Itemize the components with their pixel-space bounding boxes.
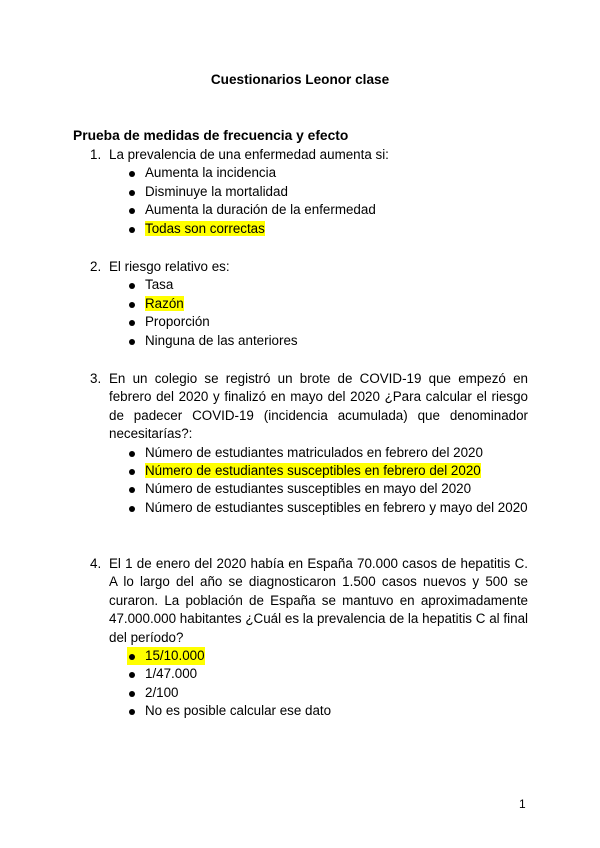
page-number: 1 [519,797,526,811]
highlighted-answer [127,647,205,665]
option-label: Aumenta la duración de la enfermedad [145,202,376,218]
question-text: El riesgo relativo es: [109,259,230,274]
question-text: El 1 de enero del 2020 había en España 70.000 casos de hepatitis C. A lo largo del año se diagnosticaron 1.500 casos nuevos y 500 se curaron. La población de España se mantuvo en aproximadamente 47.000.000 habitantes ¿Cuál es la prevalencia de la hepatitis C al final del período? [109,556,528,645]
bullet-icon [129,339,135,345]
option-label: Todas son correctas [145,220,265,236]
bullet-icon [129,672,135,678]
option-label: 2/100 [145,684,179,700]
option-item [127,647,528,665]
option-list [127,647,528,721]
option-item [127,332,528,350]
option-list [127,444,528,518]
option-label: Razón [145,295,184,311]
question-number: 4. [90,556,102,571]
bullet-icon [129,283,135,289]
bullet-icon [129,302,135,308]
option-item [127,220,528,238]
option-label: No es posible calcular ese dato [145,703,332,719]
question-text: En un colegio se registró un brote de COVID-19 que empezó en febrero del 2020 y finalizó en mayo del 2020 ¿Para calcular el riesgo de padecer COVID-19 (incidencia acumulada) que denominador necesitarías?: [109,371,528,442]
option-item [127,201,528,219]
option-list [127,164,528,238]
question-text: La prevalencia de una enfermedad aumenta si: [109,147,389,162]
question-4 [90,555,528,721]
question-number: 2. [90,259,102,274]
option-item [127,444,528,462]
bullet-icon [129,190,135,196]
question-2 [90,258,528,350]
question-number: 1. [90,147,102,162]
option-item [127,164,528,182]
bullet-icon [129,487,135,493]
bullet-icon [129,451,135,457]
option-label: Aumenta la incidencia [145,165,277,181]
bullet-icon [129,691,135,697]
bullet-icon [129,469,135,475]
option-item [127,276,528,294]
option-label: Número de estudiantes matriculados en febrero del 2020 [145,444,483,460]
bullet-icon [129,227,135,233]
option-label: Número de estudiantes susceptibles en febrero y mayo del 2020 [145,499,528,515]
option-label: Ninguna de las anteriores [145,332,298,348]
option-item [127,183,528,201]
option-item [127,295,528,313]
bullet-icon [129,506,135,512]
option-label: 1/47.000 [145,666,198,682]
option-item [127,313,528,331]
document-title: Cuestionarios Leonor clase [210,72,390,87]
option-list [127,276,528,350]
option-label: Número de estudiantes susceptibles en febrero del 2020 [145,463,481,479]
option-label: 15/10.000 [145,648,205,664]
question-number: 3. [90,371,102,386]
bullet-icon [129,320,135,326]
option-item [127,665,528,683]
bullet-icon [129,208,135,214]
highlighted-answer [145,221,265,236]
bullet-icon [129,171,135,177]
question-1 [90,146,528,238]
bullet-icon [129,709,135,715]
option-label: Disminuye la mortalidad [145,183,288,199]
option-item [127,499,528,517]
option-item [127,684,528,702]
option-label: Número de estudiantes susceptibles en mayo del 2020 [145,481,472,497]
option-item [127,702,528,720]
bullet-icon [129,654,135,660]
option-item [127,462,528,480]
option-item [127,480,528,498]
question-3 [90,370,528,517]
option-label: Proporción [145,314,210,330]
option-label: Tasa [145,277,174,293]
section-title: Prueba de medidas de frecuencia y efecto [73,128,349,143]
